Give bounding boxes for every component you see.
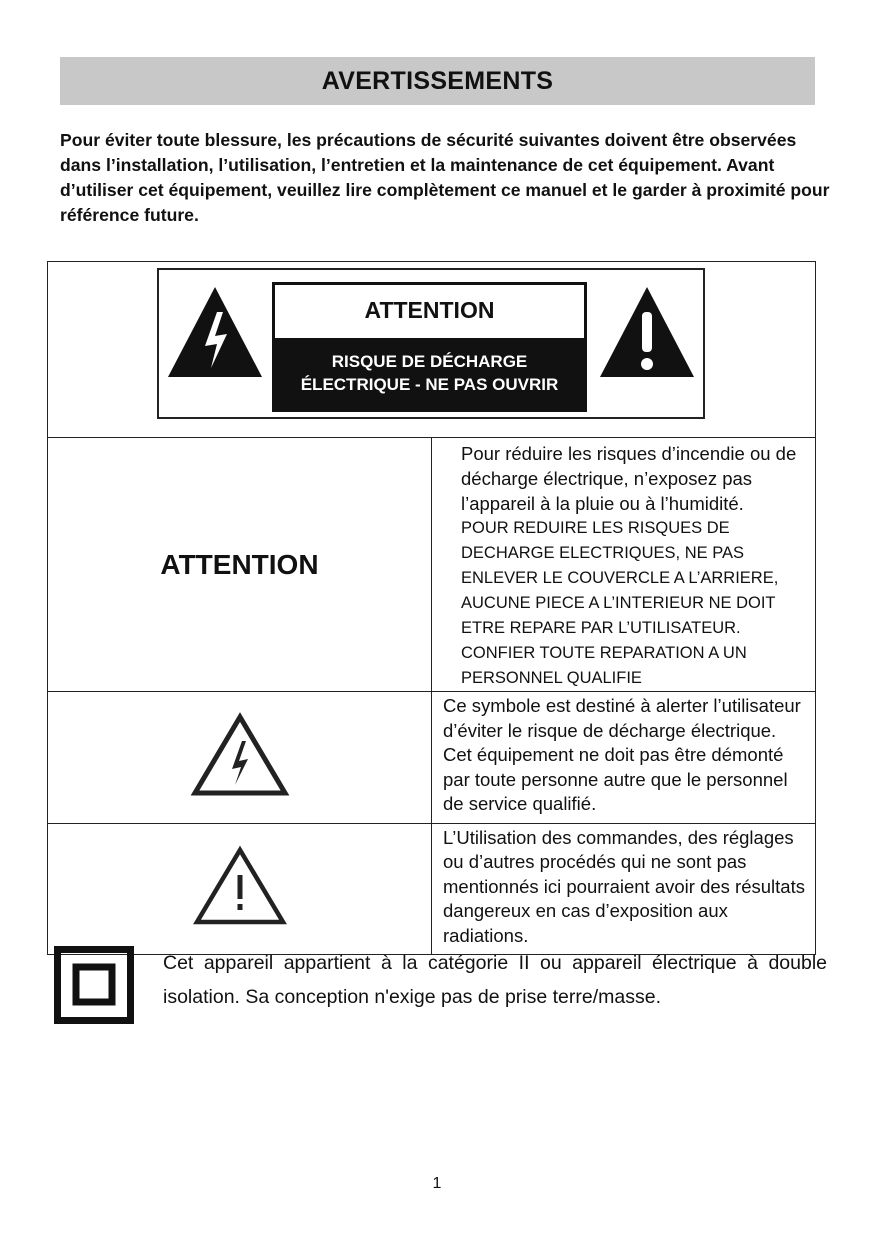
attention-paragraph-3: CONFIER TOUTE REPARATION A UN PERSONNEL QUALIFIE xyxy=(461,644,747,687)
intro-paragraph: Pour éviter toute blessure, les précautions de sécurité suivantes doivent être observées dans l’installation, l’utilisation, l’entretien et la maintenance de cet équipement. Avant d’utiliser cet équipement, veuillez lire complètement ce manuel et le garder à proximité pour référence future. xyxy=(60,130,830,225)
attention-paragraph-1: Pour réduire les risques d’incendie ou de décharge électrique, n’exposez pas l’appareil à la pluie ou à l’humidité. xyxy=(461,443,797,514)
symbol-row xyxy=(48,823,816,955)
page-title: AVERTISSEMENTS xyxy=(321,66,554,95)
exclamation-triangle-icon xyxy=(192,845,288,927)
double-insulation-icon xyxy=(54,946,134,1024)
banner-row xyxy=(48,262,816,438)
caution-label xyxy=(157,268,705,419)
class-ii-text: Cet appareil appartient à la catégorie II ou appareil électrique à double isolation. Sa conception n'exige pas de prise terre/masse. xyxy=(163,952,827,1008)
attention-text xyxy=(432,438,816,692)
symbol-row xyxy=(48,692,816,824)
attention-paragraph-2: POUR REDUIRE LES RISQUES DE DECHARGE ELECTRIQUES, NE PAS ENLEVER LE COUVERCLE A L’ARRIERE, AUCUNE PIECE A L’INTERIEUR NE DOIT ETRE REPARE PAR L’UTILISATEUR. xyxy=(461,519,779,637)
caution-line-2: ÉLECTRIQUE - NE PAS OUVRIR xyxy=(300,375,559,394)
symbol-description: Ce symbole est destiné à alerter l’utilisateur d’éviter le risque de décharge électrique. Cet équipement ne doit pas être démonté par toute personne autre que le personnel de service qualifié. xyxy=(432,692,816,824)
page-number: 1 xyxy=(432,1175,442,1192)
attention-row xyxy=(48,438,816,692)
lightning-triangle-icon xyxy=(190,711,290,799)
caution-line-1: RISQUE DE DÉCHARGE xyxy=(331,352,528,371)
attention-label: ATTENTION xyxy=(160,548,319,580)
symbol-description: L’Utilisation des commandes, des réglages ou d’autres procédés qui ne sont pas mentionnés ici pourraient avoir des résultats dangereux en cas d’exposition aux radiations. xyxy=(432,823,816,955)
caution-heading: ATTENTION xyxy=(364,296,495,323)
caution-box xyxy=(272,282,587,412)
title-bar xyxy=(60,57,815,105)
warnings-table xyxy=(47,261,816,955)
lightning-warning-icon xyxy=(165,282,265,387)
caution-text xyxy=(272,338,587,412)
exclamation-warning-icon xyxy=(597,282,697,387)
